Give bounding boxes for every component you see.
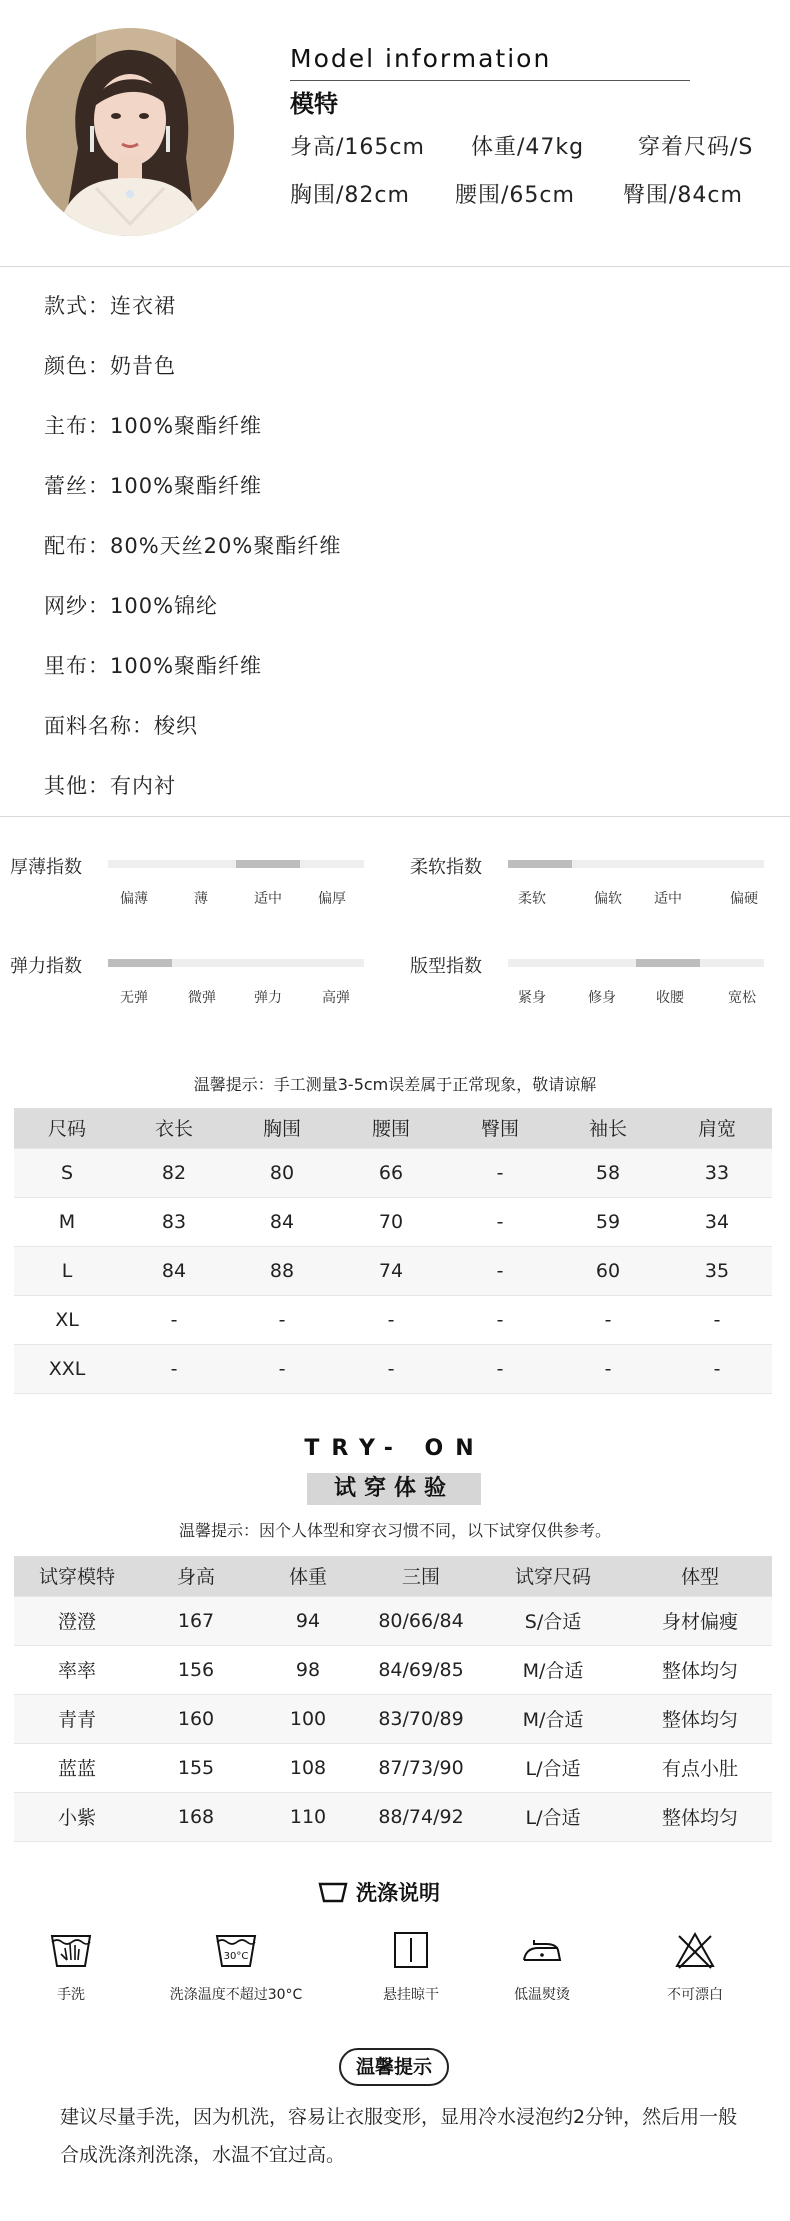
softness-option: 偏硬 — [730, 891, 758, 907]
elasticity-option: 微弹 — [188, 990, 216, 1006]
care-label-low-iron: 低温熨烫 — [514, 1987, 570, 2003]
size-table — [14, 1108, 772, 1394]
attr-lace: 蕾丝：100%聚酯纤维 — [44, 474, 263, 498]
softness-index-label: 柔软指数 — [410, 857, 482, 878]
tryon-header-cell: 试穿尺码 — [478, 1556, 628, 1596]
attr-main-fabric: 主布：100%聚酯纤维 — [44, 414, 263, 438]
size-cell: - — [554, 1295, 662, 1344]
table-row — [14, 1197, 772, 1246]
attr-secondary-fabric: 配布：80%天丝20%聚酯纤维 — [44, 534, 342, 558]
size-cell: 34 — [662, 1197, 772, 1246]
attr-fabric-name: 面料名称：梭织 — [44, 714, 198, 738]
size-cell: M — [14, 1197, 120, 1246]
size-cell: 83 — [120, 1197, 228, 1246]
tryon-cell: 整体均匀 — [628, 1645, 772, 1694]
tryon-table — [14, 1556, 772, 1842]
model-waist: 腰围/65cm — [455, 183, 575, 208]
size-cell: 82 — [120, 1148, 228, 1197]
model-portrait-image — [26, 28, 234, 236]
size-cell: - — [446, 1344, 554, 1393]
table-row — [14, 1694, 772, 1743]
size-cell: - — [120, 1344, 228, 1393]
fit-index-label: 版型指数 — [410, 956, 482, 977]
thickness-index-label: 厚薄指数 — [10, 857, 82, 878]
size-cell: 70 — [336, 1197, 446, 1246]
low-iron-icon — [520, 1930, 564, 1970]
size-header-cell: 肩宽 — [662, 1108, 772, 1148]
size-cell: L — [14, 1246, 120, 1295]
softness-option: 适中 — [654, 891, 682, 907]
fit-option: 收腰 — [656, 990, 684, 1006]
thickness-option: 偏薄 — [120, 891, 148, 907]
table-row — [14, 1344, 772, 1393]
attr-lining: 里布：100%聚酯纤维 — [44, 654, 263, 678]
size-measure-note: 温馨提示：手工测量3-5cm误差属于正常现象，敬请谅解 — [193, 1075, 597, 1094]
tryon-cell: L/合适 — [478, 1792, 628, 1841]
tryon-header-cell: 试穿模特 — [14, 1556, 140, 1596]
size-cell: - — [446, 1246, 554, 1295]
size-cell: 74 — [336, 1246, 446, 1295]
size-cell: 58 — [554, 1148, 662, 1197]
elasticity-option: 高弹 — [322, 990, 350, 1006]
tryon-cell: 83/70/89 — [364, 1694, 478, 1743]
size-cell: - — [554, 1344, 662, 1393]
tryon-cell: 率率 — [14, 1645, 140, 1694]
softness-option: 柔软 — [518, 891, 546, 907]
thickness-option: 适中 — [254, 891, 282, 907]
softness-index-track — [508, 860, 764, 868]
model-info-title: Model information — [290, 44, 552, 73]
model-bust: 胸围/82cm — [290, 183, 410, 208]
table-row — [14, 1295, 772, 1344]
size-cell: 33 — [662, 1148, 772, 1197]
tryon-cell: 110 — [252, 1792, 364, 1841]
size-cell: - — [662, 1295, 772, 1344]
tip-text: 建议尽量手洗，因为机洗，容易让衣服变形，显用冷水浸泡约2分钟，然后用一般合成洗涤剂洗涤，水温不宜过高。 — [60, 2106, 738, 2166]
elasticity-index-label: 弹力指数 — [10, 956, 82, 977]
tryon-cell: S/合适 — [478, 1596, 628, 1645]
care-label-hand-wash: 手洗 — [57, 1987, 85, 2003]
tryon-note: 温馨提示：因个人体型和穿衣习惯不同，以下试穿仅供参考。 — [178, 1521, 611, 1540]
size-cell: - — [446, 1148, 554, 1197]
tryon-cell: 94 — [252, 1596, 364, 1645]
tryon-title-cn: 试穿体验 — [307, 1473, 481, 1505]
size-header-cell: 衣长 — [120, 1108, 228, 1148]
size-table-header — [14, 1108, 772, 1148]
section-divider — [0, 266, 790, 267]
model-weight: 体重/47kg — [471, 135, 585, 160]
model-height: 身高/165cm — [290, 135, 425, 160]
size-cell: - — [662, 1344, 772, 1393]
size-cell: XL — [14, 1295, 120, 1344]
tryon-cell: M/合适 — [478, 1694, 628, 1743]
model-measurements-row-1 — [290, 130, 753, 161]
hand-wash-icon — [49, 1930, 93, 1970]
table-row — [14, 1148, 772, 1197]
attr-color: 颜色：奶昔色 — [44, 354, 176, 378]
model-measurements-row-2 — [290, 178, 743, 209]
size-header-cell: 臀围 — [446, 1108, 554, 1148]
tryon-cell: 100 — [252, 1694, 364, 1743]
tryon-cell: 84/69/85 — [364, 1645, 478, 1694]
care-label-no-bleach: 不可漂白 — [667, 1987, 723, 2003]
tryon-cell: 澄澄 — [14, 1596, 140, 1645]
tryon-header-cell: 体型 — [628, 1556, 772, 1596]
tryon-cell: 108 — [252, 1743, 364, 1792]
model-hip: 臀围/84cm — [623, 183, 743, 208]
tryon-header-cell: 体重 — [252, 1556, 364, 1596]
table-row — [14, 1792, 772, 1841]
size-cell: - — [446, 1197, 554, 1246]
size-cell: - — [336, 1344, 446, 1393]
hang-dry-icon — [389, 1930, 433, 1970]
size-cell: 59 — [554, 1197, 662, 1246]
tryon-cell: 小紫 — [14, 1792, 140, 1841]
model-size: 穿着尺码/S — [638, 135, 754, 160]
size-header-cell: 袖长 — [554, 1108, 662, 1148]
fit-option: 紧身 — [518, 990, 546, 1006]
tryon-cell: 88/74/92 — [364, 1792, 478, 1841]
wash-basin-icon — [318, 1880, 348, 1904]
tryon-table-header — [14, 1556, 772, 1596]
tryon-cell: 青青 — [14, 1694, 140, 1743]
size-cell: - — [228, 1344, 336, 1393]
table-row — [14, 1645, 772, 1694]
model-name: 模特 — [290, 90, 338, 118]
size-cell: 84 — [228, 1197, 336, 1246]
care-title: 洗涤说明 — [356, 1881, 440, 1905]
size-cell: - — [120, 1295, 228, 1344]
tryon-cell: 167 — [140, 1596, 252, 1645]
elasticity-option: 弹力 — [254, 990, 282, 1006]
size-cell: - — [228, 1295, 336, 1344]
wash-30-icon — [214, 1930, 258, 1970]
size-cell: 84 — [120, 1246, 228, 1295]
thickness-option: 薄 — [194, 891, 208, 907]
elasticity-index-marker — [108, 959, 172, 967]
softness-index-marker — [508, 860, 572, 868]
tryon-cell: 98 — [252, 1645, 364, 1694]
elasticity-option: 无弹 — [120, 990, 148, 1006]
table-row — [14, 1596, 772, 1645]
size-cell: 60 — [554, 1246, 662, 1295]
thickness-option: 偏厚 — [318, 891, 346, 907]
wash-30-icon-text: 30°C — [223, 1951, 249, 1962]
size-cell: - — [336, 1295, 446, 1344]
tryon-cell: 156 — [140, 1645, 252, 1694]
size-cell: 35 — [662, 1246, 772, 1295]
size-header-cell: 尺码 — [14, 1108, 120, 1148]
table-row — [14, 1246, 772, 1295]
tryon-header-cell: 三围 — [364, 1556, 478, 1596]
table-row — [14, 1743, 772, 1792]
tryon-cell: 整体均匀 — [628, 1694, 772, 1743]
thickness-index-marker — [236, 860, 300, 868]
care-label-wash-temp: 洗涤温度不超过30°C — [169, 1987, 303, 2003]
size-cell: S — [14, 1148, 120, 1197]
tryon-cell: L/合适 — [478, 1743, 628, 1792]
softness-option: 偏软 — [594, 891, 622, 907]
tryon-cell: 身材偏瘦 — [628, 1596, 772, 1645]
tryon-cell: 蓝蓝 — [14, 1743, 140, 1792]
tip-title-badge: 温馨提示 — [339, 2048, 449, 2086]
attr-other: 其他：有内衬 — [44, 774, 176, 798]
size-header-cell: 胸围 — [228, 1108, 336, 1148]
attr-mesh: 网纱：100%锦纶 — [44, 594, 219, 618]
tryon-cell: 80/66/84 — [364, 1596, 478, 1645]
model-photo — [26, 28, 234, 236]
fit-index-track — [508, 959, 764, 967]
tryon-cell: M/合适 — [478, 1645, 628, 1694]
tryon-title-en: TRY- ON — [304, 1436, 486, 1461]
fit-index-marker — [636, 959, 700, 967]
no-bleach-icon — [673, 1930, 717, 1970]
tryon-cell: 87/73/90 — [364, 1743, 478, 1792]
tryon-cell: 168 — [140, 1792, 252, 1841]
size-cell: XXL — [14, 1344, 120, 1393]
fit-option: 修身 — [588, 990, 616, 1006]
thickness-index-track — [108, 860, 364, 868]
size-cell: 66 — [336, 1148, 446, 1197]
attr-style: 款式：连衣裙 — [44, 294, 176, 318]
care-label-hang-dry: 悬挂晾干 — [383, 1987, 439, 2003]
tryon-header-cell: 身高 — [140, 1556, 252, 1596]
size-cell: - — [446, 1295, 554, 1344]
model-title-underline — [290, 80, 690, 81]
section-divider — [0, 816, 790, 817]
tryon-cell: 整体均匀 — [628, 1792, 772, 1841]
size-cell: 88 — [228, 1246, 336, 1295]
size-cell: 80 — [228, 1148, 336, 1197]
elasticity-index-track — [108, 959, 364, 967]
tryon-cell: 155 — [140, 1743, 252, 1792]
size-header-cell: 腰围 — [336, 1108, 446, 1148]
tryon-cell: 有点小肚 — [628, 1743, 772, 1792]
fit-option: 宽松 — [728, 990, 756, 1006]
tryon-cell: 160 — [140, 1694, 252, 1743]
